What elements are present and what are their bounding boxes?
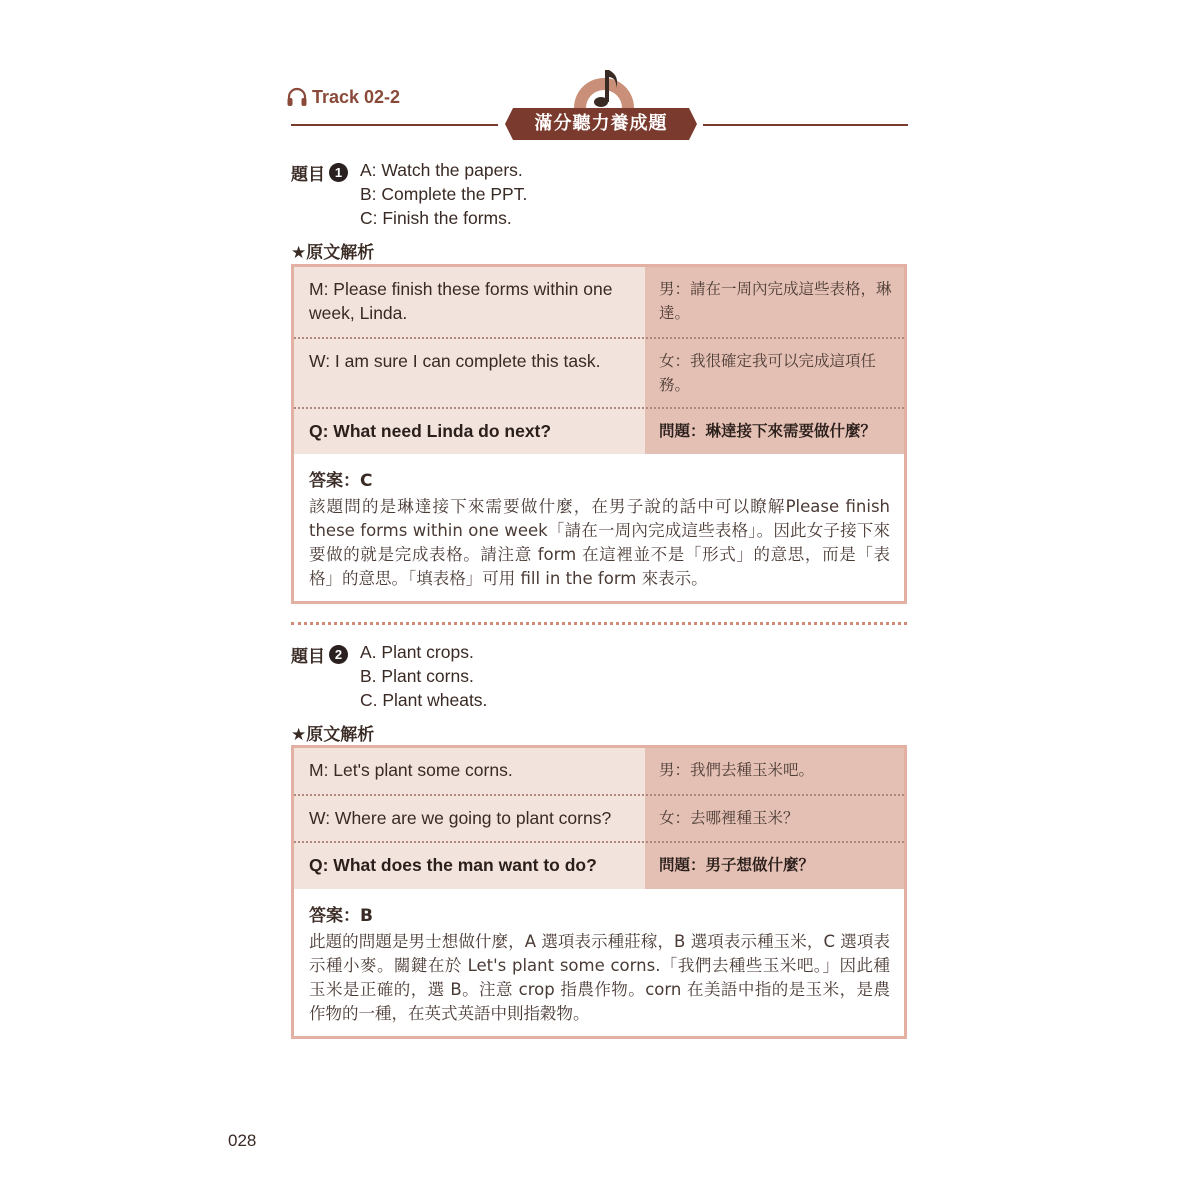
transcript-zh: 女：去哪裡種玉米？ (645, 796, 904, 843)
music-note-icon (572, 66, 636, 112)
transcript-en: W: I am sure I can complete this task. (294, 339, 645, 409)
header-rule-left (291, 124, 498, 126)
question-1-option-b: B: Complete the PPT. (360, 184, 528, 204)
question-2-section-title: ★原文解析 (291, 725, 375, 745)
transcript-question-zh: 問題：男子想做什麼？ (645, 843, 904, 889)
question-2-option-a: A. Plant crops. (360, 642, 474, 662)
section-banner (505, 108, 697, 140)
header-rule-right (703, 124, 908, 126)
question-1-section-title: ★原文解析 (291, 243, 375, 263)
transcript-zh: 男：請在一周內完成這些表格，琳達。 (645, 267, 904, 339)
question-1-option-a: A: Watch the papers. (360, 160, 523, 180)
banner-title: 滿分聽力養成題 (534, 113, 668, 134)
transcript-row (294, 339, 904, 409)
answer-explanation: 該題問的是琳達接下來需要做什麼，在男子說的話中可以瞭解Please finish these forms within one week「請在一周內完成這些表格」。因此女子接下來要做的就是完成表格。請注意 form 在這裡並不是「形式」的意思，而是「表格」的意思。「填表格」可用 fill in the form 來表示。 (309, 497, 890, 588)
page-number: 028 (228, 1131, 257, 1150)
question-2-option-c: C. Plant wheats. (360, 690, 488, 710)
track-text: Track 02-2 (312, 86, 401, 107)
question-2-label: 題目 2 (291, 642, 348, 667)
question-1-answer (294, 454, 904, 601)
transcript-row (294, 748, 904, 796)
question-1-number: 1 (329, 163, 348, 182)
transcript-question-row (294, 409, 904, 454)
transcript-row (294, 796, 904, 843)
transcript-zh: 女：我很確定我可以完成這項任務。 (645, 339, 904, 409)
question-divider (291, 622, 907, 625)
transcript-en: M: Please finish these forms within one week, Linda. (294, 267, 645, 339)
question-2-option-b: B. Plant corns. (360, 666, 474, 686)
transcript-row (294, 267, 904, 339)
answer-explanation: 此題的問題是男士想做什麼，A 選項表示種莊稼，B 選項表示種玉米，C 選項表示種小麥。關鍵在於 Let's plant some corns.「我們去種些玉米吧。」因此種玉米是正確的，選 B。注意 crop 指農作物。corn 在美語中指的是玉米，是農作物的一種，在英式英語中則指穀物。 (309, 932, 890, 1023)
question-1-option-c: C: Finish the forms. (360, 208, 512, 228)
answer-title: 答案：C (309, 466, 372, 491)
question-2-answer (294, 889, 904, 1036)
transcript-question-en: Q: What does the man want to do? (294, 843, 645, 889)
transcript-question-en: Q: What need Linda do next? (294, 409, 645, 454)
headphones-icon (286, 87, 308, 107)
transcript-question-row (294, 843, 904, 889)
question-1-label: 題目 1 (291, 160, 348, 185)
question-2-number: 2 (329, 645, 348, 664)
question-2-transcript-box (291, 745, 907, 1039)
transcript-question-zh: 問題：琳達接下來需要做什麼？ (645, 409, 904, 454)
track-label (286, 84, 400, 110)
question-1-transcript-box (291, 264, 907, 604)
answer-title: 答案：B (309, 901, 373, 926)
transcript-zh: 男：我們去種玉米吧。 (645, 748, 904, 796)
transcript-en: M: Let's plant some corns. (294, 748, 645, 796)
transcript-en: W: Where are we going to plant corns? (294, 796, 645, 843)
